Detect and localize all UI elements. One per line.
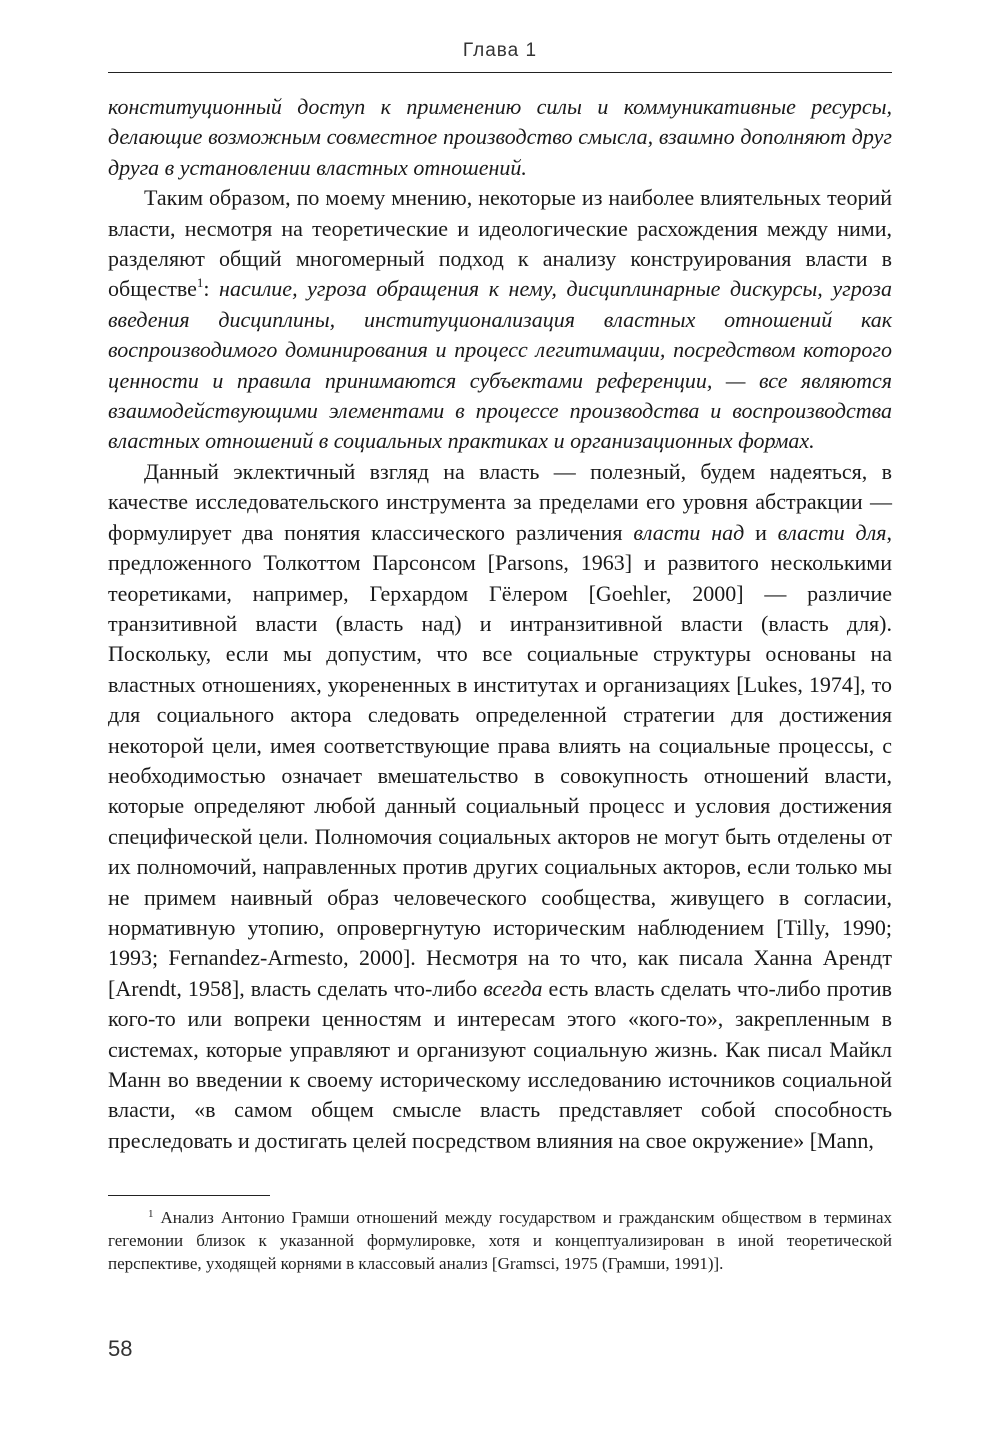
footnote-rule xyxy=(108,1195,270,1196)
italic-text: всегда xyxy=(483,975,543,1001)
footnote-text: Анализ Антонио Грамши отношений между государством и гражданским обществом в терминах гегемонии близок к указанной формулировке, хотя и концептуализирован в иной теоретической перспективе, уходящей корнями в классовый анализ [Gramsci, 1975 (Грамши, 1991)]. xyxy=(108,1208,892,1273)
paragraph xyxy=(108,183,892,457)
text-run: : xyxy=(203,276,220,302)
footnote xyxy=(108,1206,892,1275)
text-run: и xyxy=(744,519,778,545)
paragraph xyxy=(108,457,892,1156)
body-text xyxy=(108,92,892,1156)
italic-text: власти над xyxy=(633,519,745,545)
running-head: Глава 1 xyxy=(462,40,538,61)
paragraph-continued xyxy=(108,92,892,183)
text-run: Данный эклектичный взгляд на власть — полезный, будем надеяться, в качестве исследовательского инструмента за пределами его уровня абстракции — формулирует два понятия классического различения xyxy=(108,458,892,545)
italic-text: насилие, угроза обращения к нему, дисциплинарные дискурсы, угроза введения дисциплины, институционализация властных отношений как воспроизводимого доминирования и процесс легитимации, посредством которого ценности и правила принимаются субъектами референции, — все являются взаимодействующими элементами в процессе производства и воспроизводства властных отношений в социальных практиках и организационных формах. xyxy=(108,276,892,454)
italic-text: конституционный доступ к применению силы и коммуникативные ресурсы, делающие возможным совместное производство смысла, взаимно дополняют друг друга в установлении властных отношений. xyxy=(108,94,892,180)
text-run: , предложенного Толкоттом Парсонсом [Parsons, 1963] и развитого несколькими теоретиками, например, Герхардом Гёлером [Goehler, 2000] — различие транзитивной власти (власть над) и интранзитивной власти (власть для). Поскольку, если мы допустим, что все социальные структуры основаны на властных отношениях, укорененных в институтах и организациях [Lukes, 1974], то для социального актора следовать определенной стратегии для достижения некоторой цели, имея соответствующие права влиять на социальные процессы, с необходимостью означает вмешательство в совокупность отношений власти, которые определяют любой данный социальный процесс и условия достижения специфической цели. Полномочия социальных акторов не могут быть отделены от их полномочий, направленных против других социальных акторов, если только мы не примем наивный образ человеческого сообщества, живущего в согласии, нормативную утопию, опровергнутую историческим наблюдением [Tilly, 1990; 1993; Fernandez-Armesto, 2000]. Несмотря на то что, как писала Ханна Арендт [Arendt, 1958], власть сделать что-либо xyxy=(108,519,892,1001)
italic-text: власти для xyxy=(777,519,887,545)
header-rule xyxy=(108,72,892,73)
footnote-mark: 1 xyxy=(148,1208,154,1220)
text-run: Таким образом, по моему мнению, некоторые из наиболее влиятельных теорий власти, несмотря на теоретические и идеологические расхождения между ними, разделяют общий многомерный подход к анализу конструирования власти в обществе xyxy=(108,185,892,302)
text-run: есть власть сделать что-либо против кого-то или вопреки ценностям и интересам этого «кого-то», закрепленным в системах, которые управляют и организуют социальную жизнь. Как писал Майкл Манн во введении к своему историческому исследованию источников социальной власти, «в самом общем смысле власть представляет собой способность преследовать и достигать целей посредством влияния на свое окружение» [Mann, xyxy=(108,975,892,1153)
page-number: 58 xyxy=(108,1336,133,1361)
footnote-reference[interactable]: 1 xyxy=(196,275,204,291)
